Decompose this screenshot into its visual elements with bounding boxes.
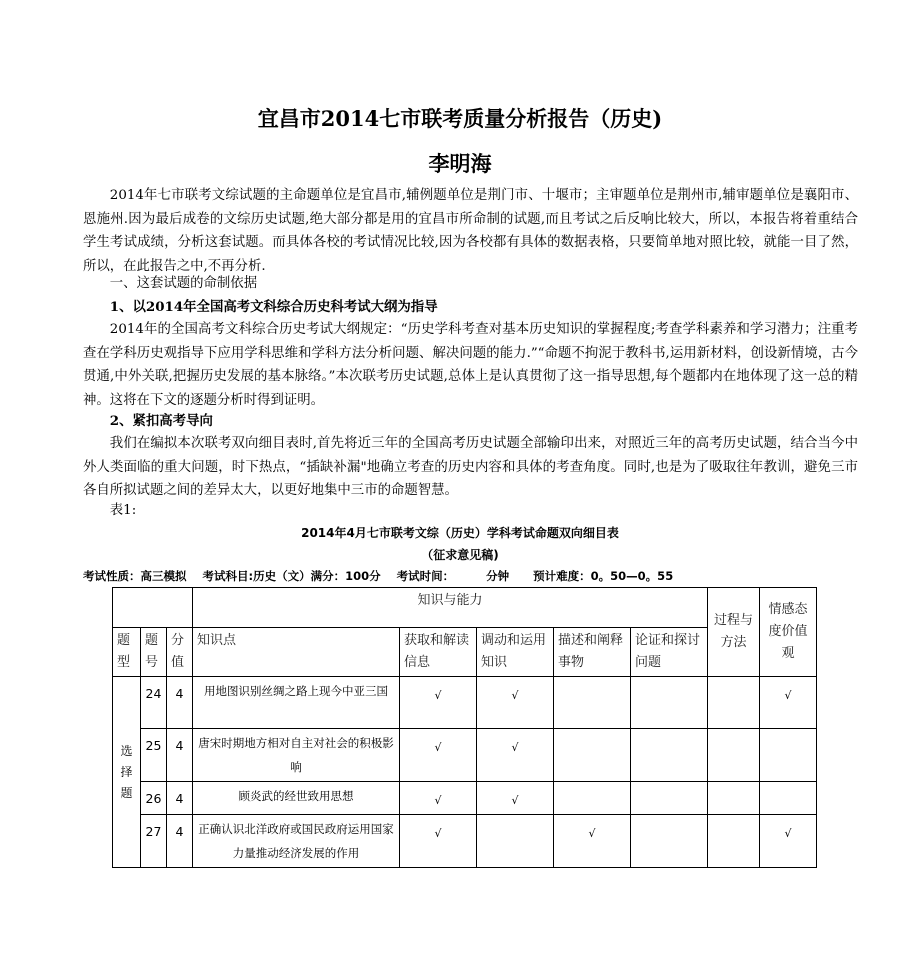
header-process-method: 过程与方法 [708, 588, 760, 677]
apply-mark: √ [477, 782, 554, 815]
emotion-mark: √ [760, 677, 817, 729]
orientation-paragraph: 我们在编拟本次联考双向细目表时,首先将近三年的全国高考历史试题全部输印出来，对照近三年的高考历史试题，结合当今中外人类面临的重大问题，时下热点，“插缺补漏"地确立考查的历史内容和具体的考查角度。同时,也是为了吸取往年教训，避免三市各自所拟试题之间的差异太大，以更好地集中三市的命题智慧。 [83, 436, 858, 498]
section-heading-1-1: 1、以2014年全国高考文科综合历史科考试大纲为指导 [109, 299, 438, 315]
knowledge-point: 正确认识北洋政府或国民政府运用国家力量推动经济发展的作用 [193, 815, 400, 868]
obtain-mark: √ [400, 782, 477, 815]
header-knowledge-point: 知识点 [193, 628, 400, 677]
process-mark [708, 782, 760, 815]
table-row [113, 677, 817, 729]
process-mark [708, 815, 760, 868]
table-label: 表1: [109, 503, 137, 518]
obtain-mark: √ [400, 677, 477, 729]
intro-paragraph: 2014年七市联考文综试题的主命题单位是宜昌市,辅例题单位是荆门市、十堰市；主审题单位是荆州市,辅审题单位是襄阳市、恩施州.因为最后成卷的文综历史试题,绝大部分都是用的宜昌市所命制的试题,而且考试之后反响比较大，所以，本报告将着重结合学生考试成绩，分析这套试题。而具体各校的考试情况比较,因为各校都有具体的数据表格，只要简单地对照比较，就能一目了然，所以，在此报告之中,不再分析. [83, 188, 858, 274]
table-title: 2014年4月七市联考文综（历史）学科考试命题双向细目表 [301, 526, 619, 540]
describe-mark [554, 782, 631, 815]
blank-header-cell [113, 588, 193, 628]
syllabus-paragraph: 2014年的全国高考文科综合历史考试大纲规定：“历史学科考查对基本历史知识的掌握程度;考查学科素养和学习潜力；注重考查在学科历史观指导下应用学科思维和学科方法分析问题、解决问题的能力.”“命题不拘泥于教科书,运用新材料，创设新情境，古今贯通,中外关联,把握历史发展的基本脉络。”本次联考历史试题,总体上是认真贯彻了这一指导思想,每个题都内在地体现了这一总的精神。这将在下文的逐题分析时得到证明。 [83, 322, 858, 408]
knowledge-point: 唐宋时期地方相对自主对社会的积极影响 [193, 729, 400, 782]
type-choice-cell: 选择题 [113, 677, 141, 868]
emotion-mark [760, 729, 817, 782]
table-subtitle: （征求意见稿) [421, 548, 499, 562]
section-heading-1-2: 2、紧扣高考导向 [109, 413, 213, 429]
header-argue-discuss: 论证和探讨问题 [631, 628, 708, 677]
question-number: 25 [141, 729, 167, 782]
header-apply-knowledge: 调动和运用知识 [477, 628, 554, 677]
describe-mark [554, 729, 631, 782]
argue-mark [631, 677, 708, 729]
apply-mark: √ [477, 677, 554, 729]
process-mark [708, 729, 760, 782]
knowledge-point: 用地图识别丝绸之路上现今中亚三国 [193, 677, 400, 729]
emotion-mark [760, 782, 817, 815]
question-score: 4 [167, 815, 193, 868]
obtain-mark: √ [400, 815, 477, 868]
question-number: 26 [141, 782, 167, 815]
header-knowledge-ability: 知识与能力 [193, 588, 708, 628]
describe-mark [554, 677, 631, 729]
process-mark [708, 677, 760, 729]
table-row [113, 729, 817, 782]
table-row [113, 815, 817, 868]
obtain-mark: √ [400, 729, 477, 782]
apply-mark [477, 815, 554, 868]
apply-mark: √ [477, 729, 554, 782]
author-name: 李明海 [428, 151, 492, 176]
header-describe-explain: 描述和阐释事物 [554, 628, 631, 677]
argue-mark [631, 729, 708, 782]
argue-mark [631, 815, 708, 868]
argue-mark [631, 782, 708, 815]
question-score: 4 [167, 677, 193, 729]
emotion-mark: √ [760, 815, 817, 868]
header-obtain-info: 获取和解读信息 [400, 628, 477, 677]
table-row [113, 782, 817, 815]
header-number: 题号 [141, 628, 167, 677]
header-score: 分值 [167, 628, 193, 677]
question-number: 27 [141, 815, 167, 868]
exam-meta-line: 考试性质：高三模拟 考试科目:历史（文）满分：100分 考试时间： 分钟 预计难度：0。50—0。55 [83, 569, 674, 583]
header-type: 题型 [113, 628, 141, 677]
header-emotion-values: 情感态度价值观 [760, 588, 817, 677]
question-score: 4 [167, 782, 193, 815]
question-number: 24 [141, 677, 167, 729]
specification-table [112, 587, 817, 868]
question-score: 4 [167, 729, 193, 782]
section-heading-1: 一、这套试题的命制依据 [109, 276, 258, 291]
report-title: 宜昌市2014七市联考质量分析报告（历史) [257, 106, 663, 131]
describe-mark: √ [554, 815, 631, 868]
knowledge-point: 顾炎武的经世致用思想 [193, 782, 400, 815]
